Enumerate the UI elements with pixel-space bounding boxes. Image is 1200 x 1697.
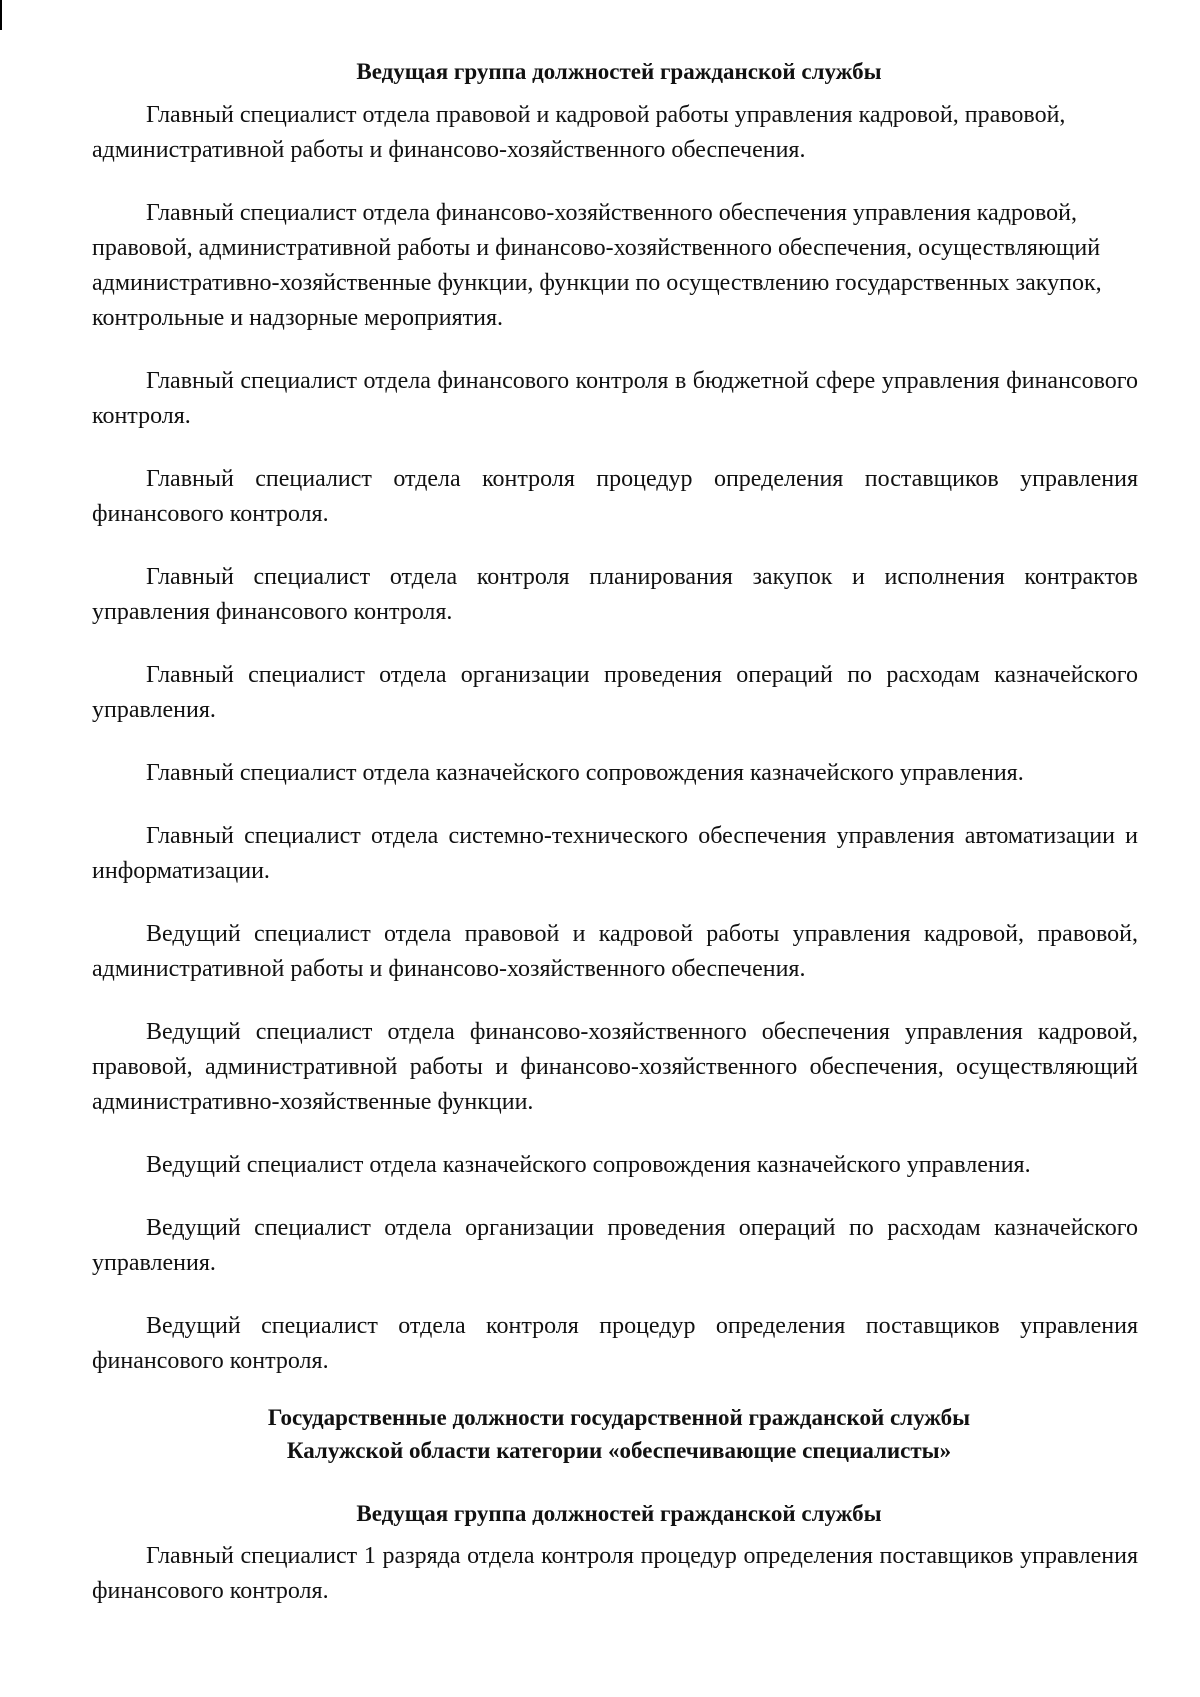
position-item: Главный специалист отдела финансового контроля в бюджетной сфере управления финансового контроля. xyxy=(92,368,1138,429)
position-item: Ведущий специалист отдела контроля процедур определения поставщиков управления финансового контроля. xyxy=(92,1313,1138,1374)
position-item: Главный специалист отдела системно-технического обеспечения управления автоматизации и информатизации. xyxy=(92,823,1138,884)
position-item: Ведущий специалист отдела финансово-хозяйственного обеспечения управления кадровой, правовой, административной работы и финансово-хозяйственного обеспечения, осуществляющий административно-хозяйственные функции. xyxy=(92,1019,1138,1115)
position-item: Ведущий специалист отдела правовой и кадровой работы управления кадровой, правовой, административной работы и финансово-хозяйственного обеспечения. xyxy=(92,921,1138,982)
position-item: Главный специалист отдела финансово-хозяйственного обеспечения управления кадровой, правовой, административной работы и финансово-хозяйственного обеспечения, осуществляющий административно-хозяйственные функции, функции по осуществлению государственных закупок, контрольные и надзорные мероприятия. xyxy=(92,200,1102,331)
section-heading-state-positions xyxy=(100,1401,1138,1467)
position-item: Ведущий специалист отдела казначейского сопровождения казначейского управления. xyxy=(146,1152,1031,1178)
position-item: Главный специалист отдела организации проведения операций по расходам казначейского управления. xyxy=(92,662,1138,723)
position-item: Главный специалист отдела казначейского сопровождения казначейского управления. xyxy=(146,760,1024,786)
position-item: Главный специалист 1 разряда отдела контроля процедур определения поставщиков управления финансового контроля. xyxy=(92,1543,1138,1604)
section-heading-line-1: Государственные должности государственной гражданской службы xyxy=(267,1405,971,1430)
position-item: Ведущий специалист отдела организации проведения операций по расходам казначейского управления. xyxy=(92,1215,1138,1276)
document-page xyxy=(92,55,1138,1637)
position-item: Главный специалист отдела контроля планирования закупок и исполнения контрактов управления финансового контроля. xyxy=(92,564,1138,625)
scan-edge-mark xyxy=(0,0,2,30)
section-heading-senior-group-2: Ведущая группа должностей гражданской службы xyxy=(356,1501,882,1526)
position-item: Главный специалист отдела контроля процедур определения поставщиков управления финансового контроля. xyxy=(92,466,1138,527)
position-item: Главный специалист отдела правовой и кадровой работы управления кадровой, правовой, административной работы и финансово-хозяйственного обеспечения. xyxy=(92,102,1066,163)
section-heading-line-2: Калужской области категории «обеспечивающие специалисты» xyxy=(286,1438,952,1463)
section-heading-senior-group: Ведущая группа должностей гражданской службы xyxy=(356,59,882,84)
